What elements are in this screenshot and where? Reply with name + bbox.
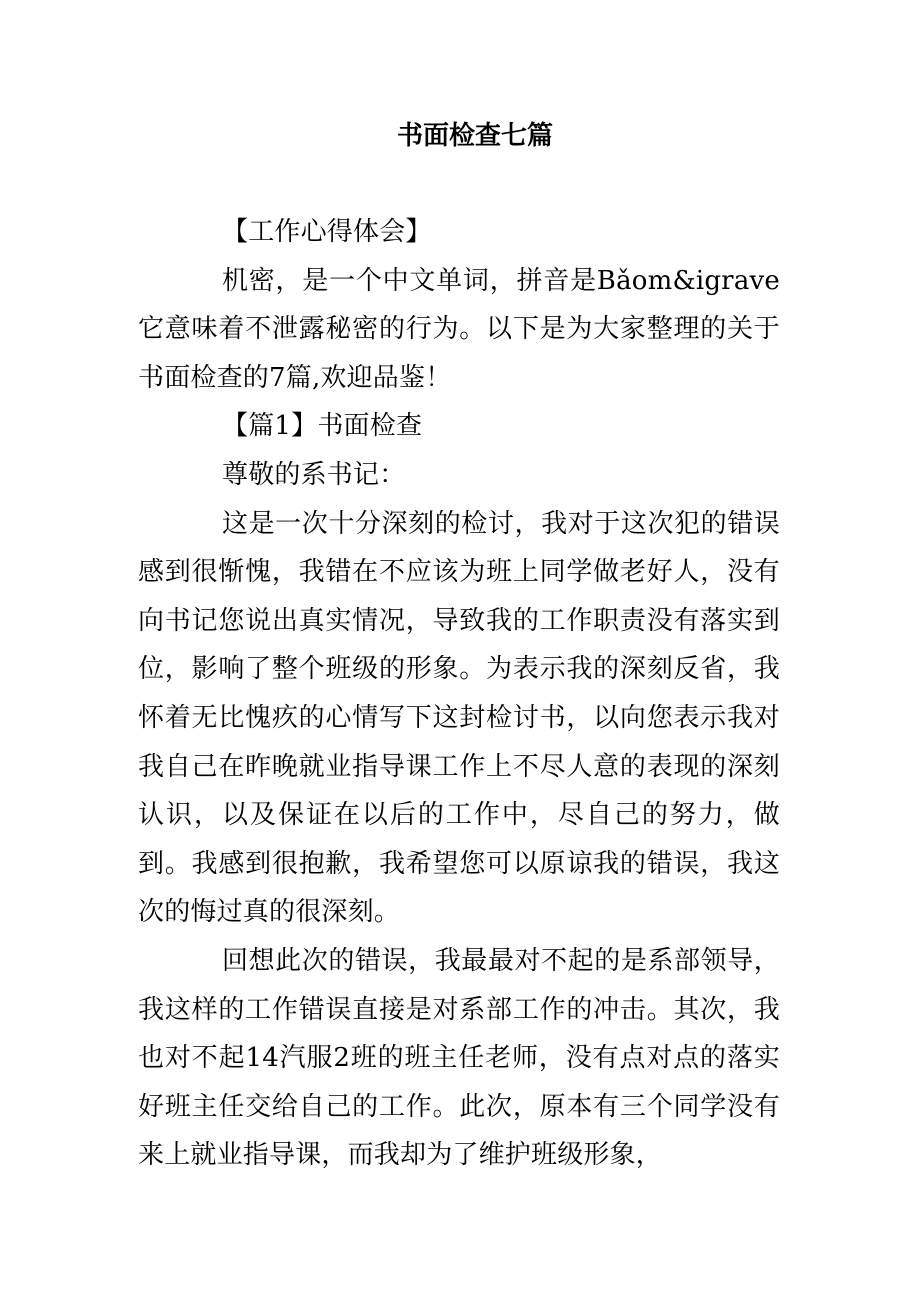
document-title: 书面检查七篇 [396,121,553,151]
body-paragraph: 回想此次的错误，我最最对不起的是系部领导，我这样的工作错误直接是对系部工作的冲击。其次，我也对不起14汽服2班的班主任老师，没有点对点的落实好班主任交给自己的工作。此次，原本有三个同学没有来上就业指导课，而我却为了维护班级形象， [138,945,780,1171]
intro-paragraph: 机密，是一个中文单词，拼音是Bǎom&igrave它意味着不泄露秘密的行为。以下是为大家整理的关于书面检查的7篇,欢迎品鉴！ [138,265,780,393]
section-heading-work-experience: 【工作心得体会】 [222,217,432,247]
document-body [138,208,780,1180]
salutation: 尊敬的系书记： [222,459,406,490]
body-paragraph: 这是一次十分深刻的检讨，我对于这次犯的错误感到很惭愧，我错在不应该为班上同学做老好人，没有向书记您说出真实情况，导致我的工作职责没有落实到位，影响了整个班级的形象。为表示我的深刻反省，我怀着无比愧疚的心情写下这封检讨书，以向您表示我对我自己在昨晚就业指导课工作上不尽人意的表现的深刻认识，以及保证在以后的工作中，尽自己的努力，做到。我感到很抱歉，我希望您可以原谅我的错误，我这次的悔过真的很深刻。 [138,508,780,928]
section-heading-article-1: 【篇1】书面检查 [222,411,423,442]
